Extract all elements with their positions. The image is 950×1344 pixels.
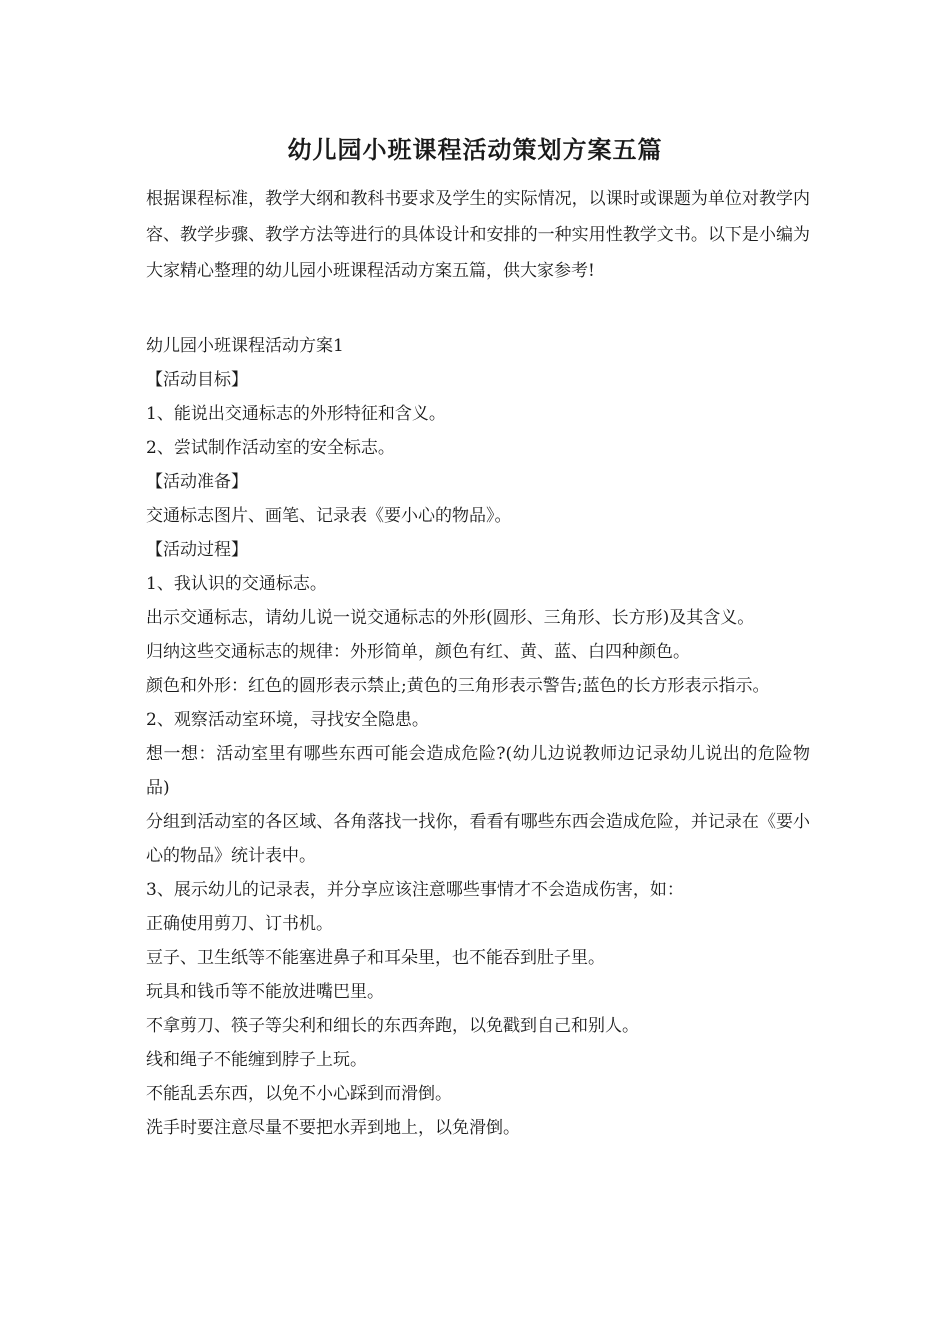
body-line: 1、我认识的交通标志。 — [146, 574, 327, 594]
body-line: 不拿剪刀、筷子等尖利和细长的东西奔跑，以免戳到自己和别人。 — [146, 1016, 639, 1036]
body-line: 出示交通标志，请幼儿说一说交通标志的外形(圆形、三角形、长方形)及其含义。 — [146, 608, 755, 628]
body-line: 玩具和钱币等不能放进嘴巴里。 — [146, 982, 384, 1002]
body-line: 分组到活动室的各区域、各角落找一找你，看看有哪些东西会造成危险，并记录在《要小心的物品》统计表中。 — [146, 812, 810, 866]
body-line: 2、尝试制作活动室的安全标志。 — [146, 438, 395, 458]
subsection-heading: 【活动目标】 — [146, 370, 248, 390]
body-line: 正确使用剪刀、订书机。 — [146, 914, 333, 934]
body-line: 洗手时要注意尽量不要把水弄到地上，以免滑倒。 — [146, 1118, 520, 1138]
document-title: 幼儿园小班课程活动策划方案五篇 — [287, 135, 663, 164]
body-line: 2、观察活动室环境，寻找安全隐患。 — [146, 710, 429, 730]
document-body — [146, 329, 810, 1145]
body-line: 3、展示幼儿的记录表，并分享应该注意哪些事情才不会造成伤害，如： — [146, 880, 684, 900]
body-line: 1、能说出交通标志的外形特征和含义。 — [146, 404, 446, 424]
body-line: 线和绳子不能缠到脖子上玩。 — [146, 1050, 367, 1070]
subsection-heading: 【活动准备】 — [146, 472, 248, 492]
body-line: 豆子、卫生纸等不能塞进鼻子和耳朵里，也不能吞到肚子里。 — [146, 948, 605, 968]
body-line: 颜色和外形：红色的圆形表示禁止;黄色的三角形表示警告;蓝色的长方形表示指示。 — [146, 676, 770, 696]
section-heading: 幼儿园小班课程活动方案1 — [146, 336, 344, 356]
body-line: 交通标志图片、画笔、记录表《要小心的物品》。 — [146, 506, 512, 526]
subsection-heading: 【活动过程】 — [146, 540, 248, 560]
body-line: 归纳这些交通标志的规律：外形简单，颜色有红、黄、蓝、白四种颜色。 — [146, 642, 690, 662]
intro-paragraph: 根据课程标准，教学大纲和教科书要求及学生的实际情况，以课时或课题为单位对教学内容、教学步骤、教学方法等进行的具体设计和安排的一种实用性教学文书。以下是小编为大家精心整理的幼儿园小班课程活动方案五篇，供大家参考! — [146, 189, 810, 281]
body-line: 想一想：活动室里有哪些东西可能会造成危险?(幼儿边说教师边记录幼儿说出的危险物品) — [146, 744, 810, 798]
body-line: 不能乱丢东西，以免不小心踩到而滑倒。 — [146, 1084, 452, 1104]
